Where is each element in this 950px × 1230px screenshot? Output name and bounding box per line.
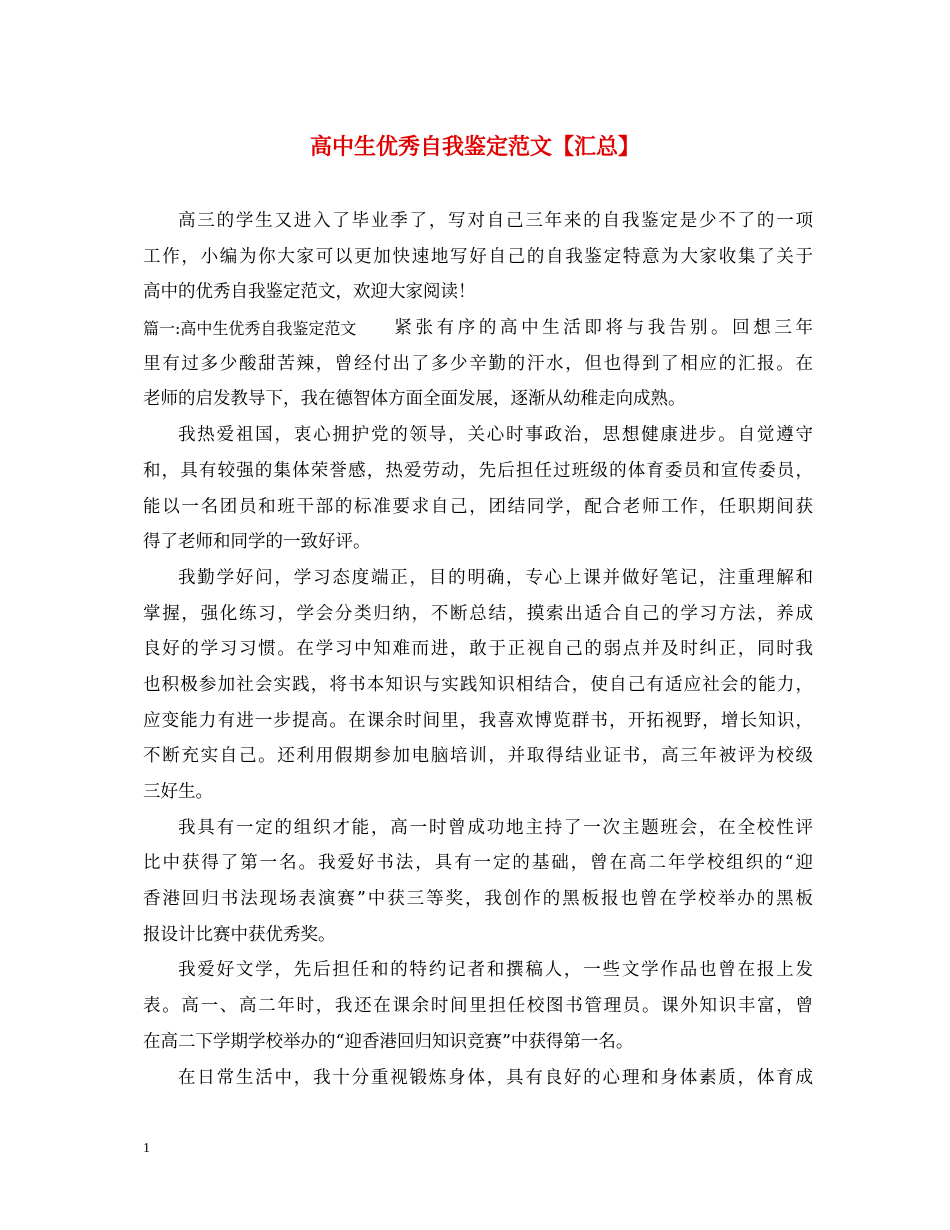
paragraph-patriotism bbox=[143, 418, 813, 561]
text-line: 不断充实自己。还利用假期参加电脑培训，并取得结业证书，高三年被评为校级 bbox=[143, 746, 813, 767]
text-line: 在日常生活中，我十分重视锻炼身体，具有良好的心理和身体素质，体育成 bbox=[178, 1067, 813, 1088]
text-line: 工作，小编为你大家可以更加快速地写好自己的自我鉴定特意为大家收集了关于 bbox=[143, 246, 813, 267]
section-heading-line bbox=[143, 311, 813, 347]
text-line: 香港回归书法现场表演赛”中获三等奖，我创作的黑板报也曾在学校举办的黑板 bbox=[143, 889, 813, 910]
text-line: 紧张有序的高中生活即将与我告别。回想三年 bbox=[394, 318, 813, 339]
text-line: 能以一名团员和班干部的标准要求自己，团结同学，配合老师工作，任职期间获 bbox=[143, 496, 813, 517]
page-number: 1 bbox=[143, 1141, 150, 1156]
text-line: 应变能力有进一步提高。在课余时间里，我喜欢博览群书，开拓视野，增长知识， bbox=[143, 710, 813, 731]
text-line: 老师的启发教导下，我在德智体方面全面发展，逐渐从幼稚走向成熟。 bbox=[143, 389, 686, 410]
document-title: 高中生优秀自我鉴定范文【汇总】 bbox=[309, 134, 640, 160]
text-line: 在高二下学期学校举办的“迎香港回归知识竞赛”中获得第一名。 bbox=[143, 1031, 634, 1052]
paragraph-daily-life bbox=[143, 1061, 813, 1097]
text-line: 得了老师和同学的一致好评。 bbox=[143, 532, 371, 553]
text-line: 和，具有较强的集体荣誉感，热爱劳动，先后担任过班级的体育委员和宣传委员， bbox=[143, 460, 813, 481]
text-line: 里有过多少酸甜苦辣，曾经付出了多少辛勤的汗水，但也得到了相应的汇报。在 bbox=[143, 353, 813, 374]
paragraph-intro bbox=[143, 204, 813, 311]
text-line: 三好生。 bbox=[143, 782, 213, 802]
text-line: 表。高一、高二年时，我还在课余时间里担任校图书管理员。课外知识丰富，曾 bbox=[143, 996, 813, 1017]
document-body bbox=[143, 204, 813, 1096]
paragraph-literature bbox=[143, 953, 813, 1060]
text-line: 高三的学生又进入了毕业季了，写对自己三年来的自我鉴定是少不了的一项 bbox=[178, 211, 813, 231]
text-line: 我爱好文学，先后担任和的特约记者和撰稿人，一些文学作品也曾在报上发 bbox=[178, 960, 813, 981]
text-line: 我具有一定的组织才能，高一时曾成功地主持了一次主题班会，在全校性评 bbox=[178, 817, 813, 838]
text-line: 我勤学好问，学习态度端正，目的明确，专心上课并做好笔记，注重理解和 bbox=[178, 567, 813, 588]
text-line: 掌握，强化练习，学会分类归纳，不断总结，摸索出适合自己的学习方法，养成 bbox=[143, 603, 813, 624]
heading-gap bbox=[356, 311, 394, 347]
text-line: 我热爱祖国，衷心拥护党的领导，关心时事政治，思想健康进步。自觉遵守 bbox=[178, 425, 813, 446]
paragraph-organization bbox=[143, 811, 813, 954]
text-line: 高中的优秀自我鉴定范文，欢迎大家阅读！ bbox=[143, 282, 476, 303]
section-heading: 篇一:高中生优秀自我鉴定范文 bbox=[143, 319, 357, 339]
paragraph-section-one bbox=[143, 311, 813, 418]
text-line: 良好的学习习惯。在学习中知难而进，敢于正视自己的弱点并及时纠正，同时我 bbox=[143, 639, 813, 660]
text-line: 比中获得了第一名。我爱好书法，具有一定的基础，曾在高二年学校组织的“迎 bbox=[143, 853, 813, 874]
text-line: 报设计比赛中获优秀奖。 bbox=[143, 924, 336, 945]
text-line: 也积极参加社会实践，将书本知识与实践知识相结合，使自己有适应社会的能力， bbox=[143, 674, 813, 695]
paragraph-study bbox=[143, 561, 813, 811]
